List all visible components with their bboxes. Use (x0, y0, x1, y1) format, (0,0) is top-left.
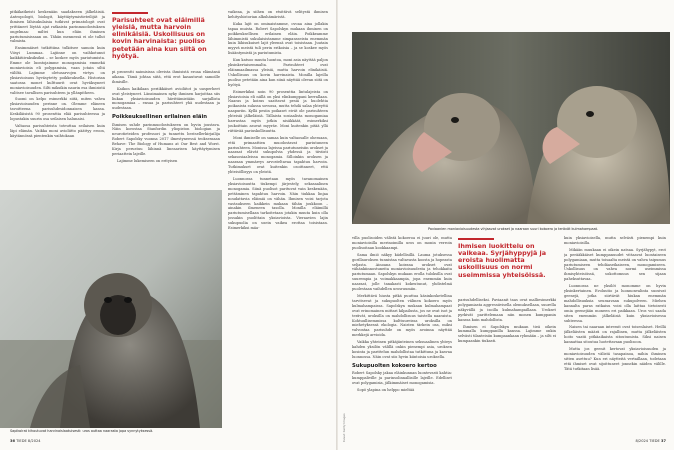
paragraph: Suomi on kelpo esimerkki siitä, miten vahva yksiavioisuuden perinne on. Olemme eläneen tavoitteena parisuhdesidonnaisen kansa. Keskiläisistä 90 prosenttia elää parisuhteessa ja lopustakin suurin osa seilaisen halunaisi. (10, 97, 105, 122)
paragraph: Sopö ylapina on helppo mieltää (357, 387, 415, 392)
baboon-photo (352, 32, 670, 224)
paragraph: Kaikon kaikilaan periikkäiset avioliitot ja uusperheet ovat yleistyneet. Länsimainen nyky ihminen harjoittaa siis liukan yksiavioisuuden hävittämistään sarjallista monogamiaa – ensaa ja parisuhteet yhä uudestaan ja uudestaan. (112, 86, 220, 111)
paragraph: Kuka lajit on ominaistamme, ovoaa aina jollakin tapaa muista. Robert Sapolskyn mukaan ihminen on poikkeuksellisen erilainen eläin. Poikkeamme lähimmistä sukulaisistamme simpansseista enemmän kuin lähisukuiset lajit yleensä ovat toisistaan. Juutain myyvä meistä tuli perin erikoisia – ja se koskee myös lisääntymistä ja pariutumista. (228, 21, 328, 56)
paragraph: Ihmisen ei Sapolskyn mukaan tieä oikein kummalla kumppanilla kanssa. Lajimme onkin selvästi tilanteisiin kumpaankaan ryhmään – ja silti ei kumpaankin tiukasti. (458, 324, 556, 344)
folio-left (10, 439, 41, 443)
photo-caption-left: Sapikolrat kihoutuvat harvinaislaatuisesti: uros auttaa naarasta jopa synnytyksessä. (10, 429, 154, 433)
pull-quote-2 (458, 238, 556, 279)
paragraph: vaikeaa, ja siihen on etsittävä selitystä ihmisen kehityshistorian alkuhämäristä. (228, 10, 328, 19)
photo-credit: Kuvat: Getty Images (342, 413, 346, 442)
magazine-name: TIEDE (649, 439, 660, 443)
page-number: 36 (10, 439, 16, 443)
left-page (0, 0, 336, 450)
paragraph: pitkäkatkeisti keskenään saadakseen jälkeläisiä. Antropologit, biologit, käyttäytymistieteilijät ja ihmisen lähisukulaisia tutkivat primatologit ovat yrittäneet löytää ajat ratkaista parinmuodostuksen ongelmaa: miltei kun eläin ihminen pariutumisissaan on. Tähän mennessä ei ole tullut valmista. (10, 10, 105, 44)
issue-number: 8/2024 (635, 439, 649, 443)
paragraph: Ensimmäiset tutkittiina tulkitsee samoin kuin Viisyi Lummaa. Lajiinne on vaihkotunut kaikkitiivaksiksiksi – se koskee myös pariutumista. Emme ole luontojaimme monogamisia emmekä moniavioisia eli polygamisia, vaan jotain siltä väliltä. Lajimme oletusarvojen virtyn on yksiavioisuus hyväsytetty poikkeuksella. Historian saatossa monet kulttuurit ovat hyväksyneet moniavioisuuden. Silti miksikin naurin esa ihmisistä valitsee tavallisen parisuhteen ja yllänpitheen. (10, 46, 105, 95)
folio-right (635, 439, 666, 443)
paragraph: kuin yksiavioisella, mutta selvästi pienempi kuin moniavioisilla. (564, 236, 666, 245)
right-col-3 (564, 236, 666, 436)
paragraph: villa puolisoiden välistä kokoeroa ei juuri ole, mutta moniavioisilla merinoimilla uros on monin verroin puolisoitaan kookkaampi. (352, 236, 452, 250)
paragraph: Merkittävä hiusta pitkä puuttua käsinkosketellina tarvitsevat ja sukupuolten välinen kokoero myös kulmahampaissa. Sapolskyn mukaan kulmahampaat ovat erinomainen mittari kilpailusta, jos ne ovat isot ja terävät, uroksilla on mahdollisuus taistella naaraista. Kohtuullisemmissa kulttuureissa uroksilla on miehetyksessä ekologia. Naisten tärkein osa, miksi valvontaa parisuhde on myös avoinna näyttää merkkejä arvioida. (352, 293, 452, 338)
paragraph: Valtaosa parisuhteista toteuttaa seilaisen kuin läpi elämän. Vaikka moni avioliitto päättyy eroon, käytännössä pientenkin vaihtokaan (10, 123, 105, 138)
paragraph: Lajimme lukemiseen on erityisen (117, 158, 178, 163)
section-heading: Sukupuolten kokoero kertoo (352, 362, 437, 369)
paragraph: Ihmisen suhde parinmuodostukseen on hyvin joustava. Näin korostaa Stanfordin yliopiston biologian ja neurotieteiden professori ja tunnettu bestsellerkirjailija Robert Sapolsky vuonna 2017 ilmestyneessä teoksessaan Behave: The Biology of Humans at Our Best and Worst. Kirja perustuu lähinnä lineaarisen käyttäytymisen periaattein lajeille. (112, 122, 220, 156)
magazine-name: TIEDE (16, 439, 27, 443)
baboon-photo-caption: Paviaanien moniavioisuudesta vihjaavat urokset ja naaraan suuri kokoero ja terävät kulmahampaat. (428, 227, 599, 231)
right-col-2 (458, 298, 556, 436)
paragraph: pi prosentti naimisissa olevista ihmisistä eroaa elämänsä aikana. Tämä johtaa siitä, että erot kasautuvat samoille ihmisille. (112, 70, 220, 84)
pull-quote-bar (112, 12, 148, 14)
pull-quote-text: Parisuhteet ovat eläimillä yleisiä, mutta harvoin elinikäisiä. Uskollisuus on kovin harvinaista: puoliso petetään aina kun siitä on hyötyä. (112, 15, 207, 61)
issue-number: 8/2024 (27, 439, 41, 443)
paragraph: Mutta jos geenit kertovat yksiavioisuuden ja moniavioisuuden välistä tasapainoa, mihin ihminen sitten asettuu? Kun eri näytteitä vertaillaan, todetaan että ihmiset ovat sijoittuneet jonnekin näiden välille. Tätä tutkitaan lisää. (564, 347, 666, 371)
pull-quote-text: Ihmisen luokittelu on vaikeaa. Syrjähyppyjä ja eroista huolimatta uskollisuus on normi useimmissa yhteisöissä. (458, 241, 547, 279)
monkey-photo-left (0, 190, 222, 428)
paragraph: Moni ihmiselle on samaa kuin valtaosalle ohessaan, että primaattien muodostavat pariutuneen parisuhteen. Monissa lajeissa pariutuneisiin urokset ja naaraat elävät sukupolvia yhdessä ja tiiviisti sekasosiaaleissa monogamia. Silloinkin uroksen ja naaraan ymmärrys arvosteltavaa tapahtuu harvoin. Tutkimukset ovat kuitenkin osoittaneet, että yhteisöllisyys on yleistä. (228, 135, 328, 175)
paragraph: Luonnossa tunnetaan myös tavanomainen yksiavioisuutta tiukempi järjestely, sekasaalinen monogamia. Siinä puolisot parituvat vain keskenään, pettäminen tapahtuu harvoin. Näin tiukkaa linjaa noudattavia eläimiä on vähän. Ihmisen voisi tarjota vastaukseen kaikkein mukaan tähän joukkoon – ainakin ilmeneen tasolla. Monilla eläimillä pariutumisellaan tarkoitetaan jotakin muuta kuin olla jossakin puolittain yksiavioista. Vieraavien lajin sukupuolia on usein vaikea erottaa toisistaan. Esimerkiksi mäa- (228, 177, 328, 231)
paragraph: parisuhdelliseksi. Paviaanit taas ovat malliesimerkki polygamiasta aggressiivisella olemuksellaan, suurella näkyvällä ja isoilla kulmahampaillaan. Urokset pyrkivät parittelemaan niin monen kumppanin kanssa kuin mahdollista. (458, 298, 556, 322)
paragraph: Sama ilmiö näkyy kädellisillä. Lauma jotuksessa gorillauroksen tunnistaa valtavasta koosta ja hopeasta seljasta. Ainoana koirana urokset ovat vähänkiinnostuneita moniavioisuudesta ja tehokkaita pariutumaan. Sapolskyn mukaan erolla tuloksilla ovat suurempia ja voimakkaampia, jopa enemmän kuin naaraat, jolle tanakasti kokeutunut, yhdistelmä puolestaan vaihdellen urosruumiin. (352, 252, 452, 292)
pull-quote (112, 12, 220, 60)
paragraph: Vaikka yhteinen pitkäjänteinen seksuaalinen yhteys kahden yksilön välillä onkin pienempi asia, uroksen kosinta ja parittelun mahdollistaa tutkittuna ja kasvaa luonnossa. Näin ovat siis hyvin kiintoisia uroksella. (352, 340, 452, 359)
pull-quote-bar (458, 238, 494, 240)
paragraph: Robert Sapolsky jakaa eläinkunnan luontevasti kahtia: kumppaliville ja parinsolinnallisille lajeille. Edelliset ovat polygamisia, jälkimmäiset monogamisia. (352, 371, 452, 385)
page-number: 37 (660, 439, 666, 443)
paragraph: Luonnossa ne yksilöt monomme on hyvin yksinkertainen. Evoluutio ja luonnonvalinta suosivat geenejä, jotka siirtävät hiukan enemmän mahdollisuuksia seuraavaan sukupolveen. Miehen kannalta paras ratkaisu voisi olla laittaa tietoisesti omia geenejään moneen eri paikkaan. Uros voi saada siten enemmän jälkeläisiä kuin yksiavioisessa suhteessa. (564, 284, 666, 323)
baboon-photo-image (352, 32, 670, 224)
right-col-1 (352, 236, 452, 436)
left-col-3 (228, 10, 328, 422)
paragraph: Mikään muukaan ei oikein natsaa. Syrjähypyt, erot ja perääkkäiset kumppanuudet vittaavat luontaiseen polygamiaan, mutta toisaalta meistä on vahva taipumus pariutumiseen tehdäaseikaiseen, monogamiseen. Uskollisuus on vahva normi useimmissa ihmisyhteisöissä, uskottomuus sen sijaan paheksuttavaa. (564, 247, 666, 282)
section-heading: Poikkeuksellinen erilainen eläin (112, 114, 208, 121)
right-page (338, 0, 674, 450)
paragraph: Kun katsoo muuta luontoa, moni asia näyttää paljon yksinkertaisemmalta. Parisuhteet ovat eläinmaailmassa yleisiä, mutta harvoin elinikäisiä. Uskollisuus on kovin harvinaista. Monilla lajeilla puoliso petetään aina kun siinä näyttää olevan siitä on hyötyä. (228, 58, 328, 87)
left-col-1-top (10, 10, 105, 190)
paragraph: Naisen tai naaraan intressit ovat toisenlaiset. Heillä jälkeläisten määrä on rajallinen, mutta jälkeläisten hoito vaatii pitkäaikaista sitoutumista. Siksi naisen kannattaa sitoutua luotettavaan puolisoon. (564, 325, 666, 345)
monkey-photo-left-image (0, 190, 222, 428)
paragraph: Esimerkiksi noin 90 prosenttia lintulajeista on yksiavioisia eli niillä on yksi elinkumppani kerrallaan. Naaras ja koiras saattavat pesiä ja huolehtia poikasista sulassa sovussa, mutta tehdä salaa yhteyttä naapuriin. Kyllä pesiin poikaset eivät ole parisuhteen yhteisiä jälkeläisiä. Tällaista sosiaalista monogamiaa harrastaa myös jotkin nisäkkäät, esimerkiksi joukoittain asuvat myyräe. Moni kuitenkin pitää yllä riittävää pariuskollisuutta. (228, 89, 328, 133)
left-col-2 (112, 70, 220, 190)
